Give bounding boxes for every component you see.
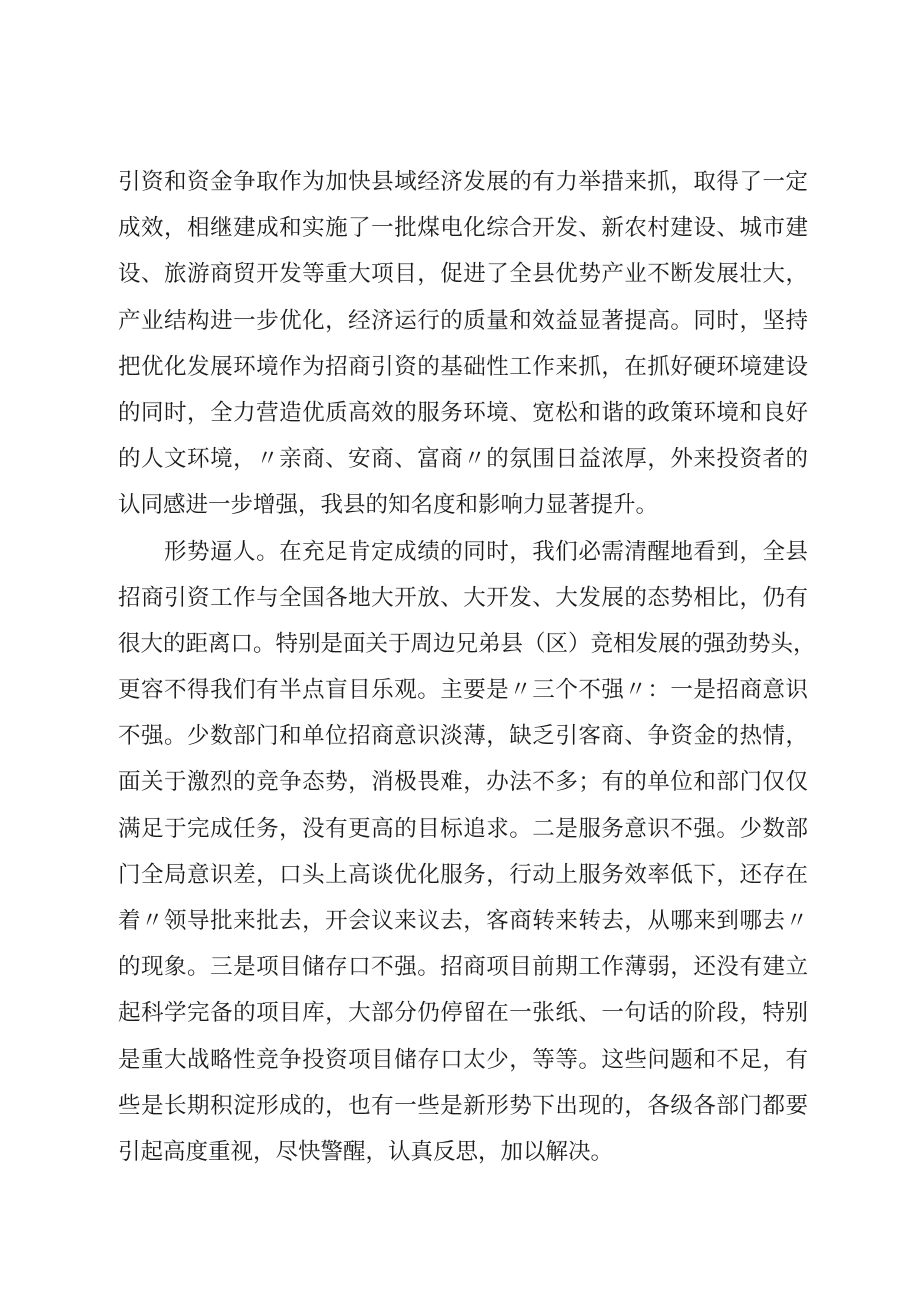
- text-line: 设、旅游商贸开发等重大项目，促进了全县优势产业不断发展壮大，: [118, 261, 808, 288]
- text-line: 些是长期积淀形成的，也有一些是新形势下出现的，各级各部门都要: [118, 1092, 808, 1119]
- text-line: 门全局意识差，口头上高谈优化服务，行动上服务效率低下，还存在: [118, 861, 808, 888]
- text-line: 面关于激烈的竞争态势，消极畏难，办法不多；有的单位和部门仅仅: [118, 769, 808, 796]
- text-line: 是重大战略性竞争投资项目储存口太少，等等。这些问题和不足，有: [118, 1046, 808, 1073]
- text-line: 的同时，全力营造优质高效的服务环境、宽松和谐的政策环境和良好: [118, 399, 808, 426]
- paragraph-1: [118, 159, 808, 529]
- text-line: 引资和资金争取作为加快县域经济发展的有力举措来抓，取得了一定: [118, 169, 808, 195]
- text-line: 更容不得我们有半点盲目乐观。主要是〃三个不强〃：一是招商意识: [118, 677, 808, 704]
- paragraph-2: [118, 529, 816, 1176]
- text-line: 的人文环境，〃亲商、安商、富商〃的氛围日益浓厚，外来投资者的: [118, 446, 808, 473]
- text-line: 成效，相继建成和实施了一批煤电化综合开发、新农村建设、城市建: [118, 215, 808, 242]
- text-line: 很大的距离口。特别是面关于周边兄弟县（区）竞相发展的强劲势头，: [118, 630, 816, 657]
- text-line: 认同感进一步增强，我县的知名度和影响力显著提升。: [118, 492, 659, 519]
- text-line: 产业结构进一步优化，经济运行的质量和效益显著提高。同时，坚持: [118, 307, 808, 334]
- text-line: 满足于完成任务，没有更高的目标追求。二是服务意识不强。少数部: [118, 815, 808, 842]
- text-line: 起科学完备的项目库，大部分仍停留在一张纸、一句话的阶段，特别: [118, 1000, 808, 1027]
- text-line: 形势逼人。在充足肯定成绩的同时，我们必需清醒地看到，全县: [164, 538, 808, 565]
- document-body: [118, 159, 816, 1175]
- text-line: 的现象。三是项目储存口不强。招商项目前期工作薄弱，还没有建立: [118, 954, 808, 981]
- text-line: 把优化发展环境作为招商引资的基础性工作来抓，在抓好硬环境建设: [118, 353, 808, 380]
- text-line: 招商引资工作与全国各地大开放、大开发、大发展的态势相比，仍有: [118, 584, 808, 611]
- text-line: 不强。少数部门和单位招商意识淡薄，缺乏引客商、争资金的热情，: [118, 723, 808, 750]
- text-line: 着〃领导批来批去，开会议来议去，客商转来转去，从哪来到哪去〃: [118, 908, 808, 934]
- text-line: 引起高度重视，尽快警醒，认真反思，加以解决。: [118, 1138, 614, 1165]
